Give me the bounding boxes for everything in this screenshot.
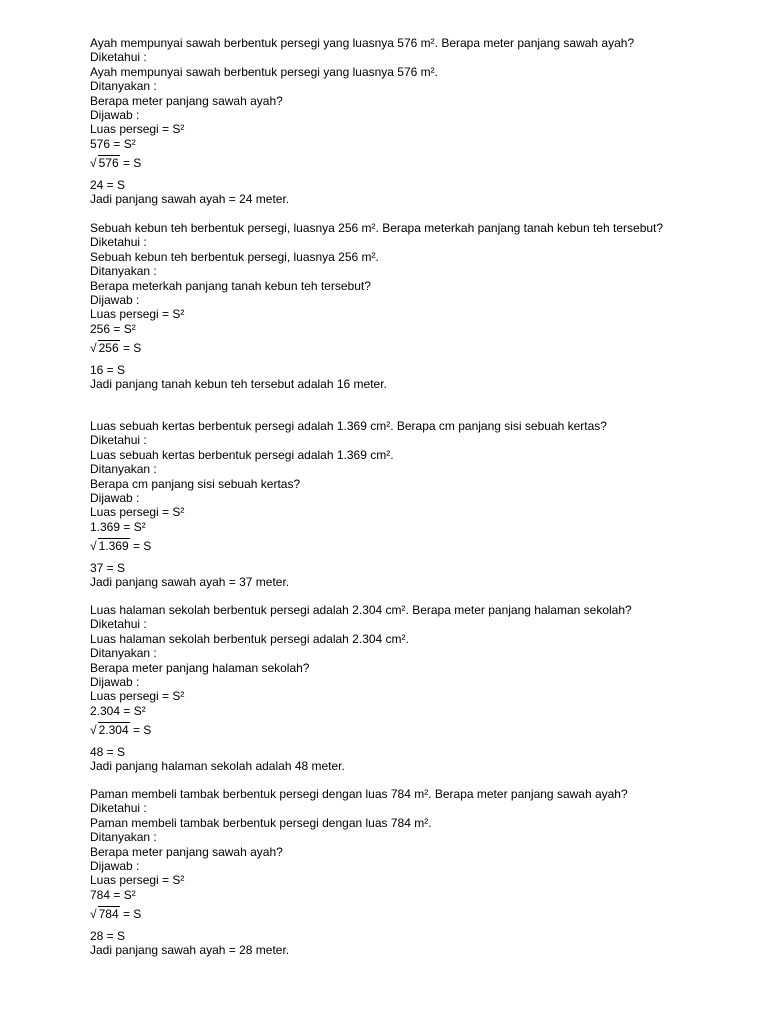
result: 28 = S (90, 928, 126, 943)
question: Ayah mempunyai sawah berbentuk persegi yang luasnya 576 m². Berapa meter panjang sawah ayah? (90, 36, 635, 50)
answer-label: Dijawab : (90, 859, 140, 874)
problem-2 (90, 221, 690, 391)
conclusion: Jadi panjang tanah kebun teh tersebut adalah 16 meter. (90, 377, 387, 392)
asked-label: Ditanyakan : (90, 462, 157, 477)
equation: 1.369 = S² (90, 519, 146, 534)
known-label: Diketahui : (90, 235, 147, 250)
asked-label: Ditanyakan : (90, 646, 157, 661)
root-result: = S (119, 341, 142, 356)
square-root-line (90, 723, 690, 737)
result: 48 = S (90, 744, 126, 759)
asked-label: Ditanyakan : (90, 830, 157, 845)
result: 24 = S (90, 177, 126, 192)
square-root-icon: √ (90, 723, 97, 738)
conclusion: Jadi panjang halaman sekolah adalah 48 meter. (90, 759, 345, 774)
asked-text: Berapa meter panjang halaman sekolah? (90, 660, 310, 675)
known-text: Paman membeli tambak berbentuk persegi dengan luas 784 m². (90, 815, 432, 830)
square-root-icon: √ (90, 539, 97, 554)
known-text: Ayah mempunyai sawah berbentuk persegi yang luasnya 576 m². (90, 64, 438, 79)
formula: Luas persegi = S² (90, 307, 185, 322)
radicand: 2.304 (98, 723, 129, 738)
radicand: 576 (98, 156, 119, 171)
answer-label: Dijawab : (90, 675, 140, 690)
equation: 576 = S² (90, 136, 136, 151)
known-text: Luas sebuah kertas berbentuk persegi adalah 1.369 cm². (90, 447, 394, 462)
problem-1 (90, 36, 690, 206)
conclusion: Jadi panjang sawah ayah = 28 meter. (90, 943, 290, 958)
question: Paman membeli tambak berbentuk persegi dengan luas 784 m². Berapa meter panjang sawah ayah? (90, 787, 628, 801)
asked-text: Berapa meterkah panjang tanah kebun teh tersebut? (90, 278, 371, 293)
square-root-line (90, 539, 690, 553)
root-result: = S (119, 156, 142, 171)
question: Luas sebuah kertas berbentuk persegi adalah 1.369 cm². Berapa cm panjang sisi sebuah kertas? (90, 419, 607, 433)
root-result: = S (119, 907, 142, 922)
known-text: Luas halaman sekolah berbentuk persegi adalah 2.304 cm². (90, 631, 409, 646)
root-result: = S (129, 723, 152, 738)
square-root-icon: √ (90, 341, 97, 356)
formula: Luas persegi = S² (90, 689, 185, 704)
square-root-line (90, 907, 690, 921)
asked-text: Berapa meter panjang sawah ayah? (90, 93, 283, 108)
problem-3 (90, 419, 690, 589)
formula: Luas persegi = S² (90, 505, 185, 520)
equation: 256 = S² (90, 321, 136, 336)
known-label: Diketahui : (90, 50, 147, 65)
square-root-icon: √ (90, 907, 97, 922)
radicand: 784 (98, 907, 119, 922)
answer-label: Dijawab : (90, 108, 140, 123)
problem-5 (90, 787, 690, 957)
formula: Luas persegi = S² (90, 873, 185, 888)
equation: 784 = S² (90, 887, 136, 902)
question: Sebuah kebun teh berbentuk persegi, luasnya 256 m². Berapa meterkah panjang tanah kebun teh tersebut? (90, 221, 664, 235)
asked-text: Berapa meter panjang sawah ayah? (90, 844, 283, 859)
known-text: Sebuah kebun teh berbentuk persegi, luasnya 256 m². (90, 249, 379, 264)
conclusion: Jadi panjang sawah ayah = 37 meter. (90, 575, 290, 590)
answer-label: Dijawab : (90, 491, 140, 506)
problem-4 (90, 603, 690, 773)
known-label: Diketahui : (90, 801, 147, 816)
square-root-icon: √ (90, 156, 97, 171)
answer-label: Dijawab : (90, 293, 140, 308)
result: 37 = S (90, 560, 126, 575)
radicand: 1.369 (98, 539, 129, 554)
square-root-line (90, 341, 690, 355)
known-label: Diketahui : (90, 433, 147, 448)
formula: Luas persegi = S² (90, 122, 185, 137)
asked-label: Ditanyakan : (90, 79, 157, 94)
radicand: 256 (98, 341, 119, 356)
asked-label: Ditanyakan : (90, 264, 157, 279)
known-label: Diketahui : (90, 617, 147, 632)
conclusion: Jadi panjang sawah ayah = 24 meter. (90, 192, 290, 207)
equation: 2.304 = S² (90, 703, 146, 718)
square-root-line (90, 156, 690, 170)
question: Luas halaman sekolah berbentuk persegi adalah 2.304 cm². Berapa meter panjang halaman sekolah? (90, 603, 632, 617)
result: 16 = S (90, 362, 126, 377)
asked-text: Berapa cm panjang sisi sebuah kertas? (90, 476, 301, 491)
root-result: = S (129, 539, 152, 554)
